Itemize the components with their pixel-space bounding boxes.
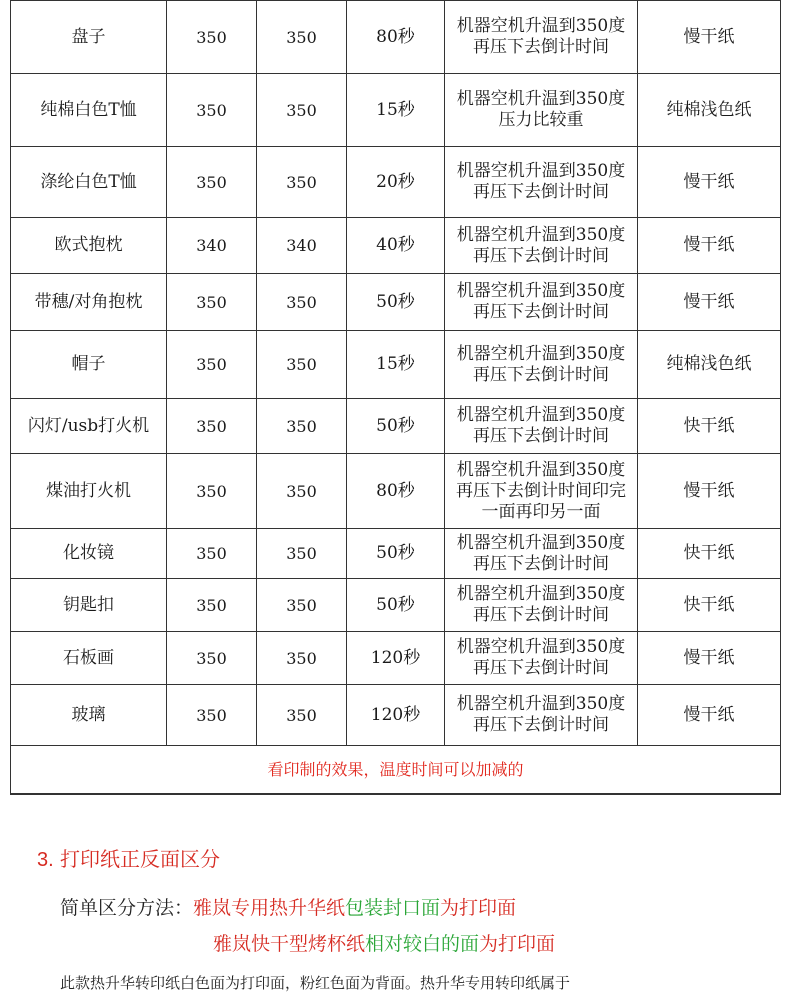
product-cell: 钥匙扣 [11,579,167,632]
table-footer-note: 看印制的效果，温度时间可以加减的 [11,746,781,794]
heat-press-parameter-table [10,0,781,795]
time-cell: 15秒 [347,74,445,147]
time-cell: 40秒 [347,218,445,274]
product-cell: 化妆镜 [11,529,167,579]
temperature-cell: 350 [167,147,257,218]
parameter-table-container [10,0,780,795]
note-line: 压力比较重 [498,110,584,130]
paper-type-cell: 快干纸 [638,529,781,579]
table-row [11,632,781,685]
temperature-cell: 350 [257,454,347,529]
method-line2-part: 相对较白的面 [365,933,480,955]
table-row [11,399,781,454]
table-row [11,685,781,746]
paper-description: 此款热升华转印纸白色面为打印面，粉红色面为背面。热升华专用转印纸属于 [60,974,571,992]
table-row [11,1,781,74]
method-line1-part: 为打印面 [440,897,517,919]
note-cell [445,74,638,147]
temperature-cell: 350 [257,632,347,685]
product-cell: 纯棉白色T恤 [11,74,167,147]
product-cell: 带穗/对角抱枕 [11,274,167,331]
paper-type-cell: 纯棉浅色纸 [638,74,781,147]
method-line-2 [213,929,555,956]
note-cell [445,579,638,632]
temperature-cell: 350 [167,399,257,454]
temperature-cell: 350 [257,74,347,147]
paper-type-cell: 快干纸 [638,579,781,632]
note-line: 再压下去倒计时间 [473,715,609,735]
product-cell: 涤纶白色T恤 [11,147,167,218]
note-cell [445,399,638,454]
temperature-cell: 340 [257,218,347,274]
temperature-cell: 350 [167,632,257,685]
note-line: 机器空机升温到350度 [456,459,626,480]
paper-type-cell: 慢干纸 [638,218,781,274]
time-cell: 50秒 [347,529,445,579]
note-line: 再压下去倒计时间 [473,658,609,678]
note-cell [445,632,638,685]
table-row [11,579,781,632]
note-cell [445,147,638,218]
note-line: 再压下去倒计时间 [473,426,609,446]
paper-type-cell: 快干纸 [638,399,781,454]
time-cell: 120秒 [347,685,445,746]
note-line: 机器空机升温到350度 [456,224,626,245]
method-line1-part: 雅岚专用热升华纸 [193,897,346,919]
time-cell: 50秒 [347,399,445,454]
time-cell: 120秒 [347,632,445,685]
temperature-cell: 350 [257,399,347,454]
product-cell: 玻璃 [11,685,167,746]
table-row [11,454,781,529]
note-line: 再压下去倒计时间 [473,37,609,57]
note-line: 机器空机升温到350度 [456,405,626,425]
method-line2-part: 为打印面 [479,933,556,955]
time-cell: 50秒 [347,274,445,331]
temperature-cell: 350 [257,1,347,74]
note-line: 机器空机升温到350度 [456,694,626,714]
time-cell: 50秒 [347,579,445,632]
temperature-cell: 350 [167,454,257,529]
note-cell [445,685,638,746]
temperature-cell: 350 [167,74,257,147]
product-cell: 帽子 [11,331,167,399]
method-line1-part: 包装封口面 [345,897,441,919]
paper-type-cell: 慢干纸 [638,147,781,218]
paper-type-cell: 慢干纸 [638,454,781,529]
note-line: 再压下去倒计时间 [473,553,609,574]
table-footer-row [11,746,781,794]
table-row [11,529,781,579]
product-cell: 石板画 [11,632,167,685]
temperature-cell: 350 [257,579,347,632]
temperature-cell: 350 [167,1,257,74]
product-cell: 煤油打火机 [11,454,167,529]
note-line: 一面再印另一面 [481,501,601,522]
table-row [11,147,781,218]
paper-type-cell: 慢干纸 [638,685,781,746]
note-line: 机器空机升温到350度 [456,343,626,364]
table-row [11,74,781,147]
note-cell [445,218,638,274]
section-heading [37,843,220,872]
paper-type-cell: 纯棉浅色纸 [638,331,781,399]
time-cell: 80秒 [347,454,445,529]
paper-type-cell: 慢干纸 [638,1,781,74]
time-cell: 80秒 [347,1,445,74]
note-line: 再压下去倒计时间印完 [456,480,626,501]
temperature-cell: 350 [167,685,257,746]
note-cell [445,1,638,74]
method-label: 简单区分方法： [60,897,194,919]
temperature-cell: 350 [257,529,347,579]
method-line2-part: 雅岚快干型烤杯纸 [213,933,366,955]
table-body [11,1,781,794]
temperature-cell: 350 [167,331,257,399]
note-line: 机器空机升温到350度 [456,16,626,36]
note-line: 机器空机升温到350度 [456,281,626,301]
temperature-cell: 340 [167,218,257,274]
note-line: 再压下去倒计时间 [473,364,609,385]
product-cell: 盘子 [11,1,167,74]
note-line: 机器空机升温到350度 [456,584,626,604]
temperature-cell: 350 [257,685,347,746]
table-row [11,274,781,331]
note-cell [445,331,638,399]
note-cell [445,529,638,579]
method-line-1 [60,893,516,920]
note-line: 机器空机升温到350度 [456,89,626,109]
temperature-cell: 350 [257,274,347,331]
product-cell: 闪灯/usb打火机 [11,399,167,454]
temperature-cell: 350 [167,274,257,331]
temperature-cell: 350 [167,579,257,632]
temperature-cell: 350 [167,529,257,579]
paper-type-cell: 慢干纸 [638,632,781,685]
note-cell [445,274,638,331]
note-line: 再压下去倒计时间 [473,245,609,266]
note-line: 机器空机升温到350度 [456,637,626,657]
temperature-cell: 350 [257,147,347,218]
note-cell [445,454,638,529]
section-title: 打印纸正反面区分 [60,847,221,871]
note-line: 再压下去倒计时间 [473,302,609,322]
paper-type-cell: 慢干纸 [638,274,781,331]
table-row [11,218,781,274]
note-line: 再压下去倒计时间 [473,605,609,625]
time-cell: 20秒 [347,147,445,218]
product-cell: 欧式抱枕 [11,218,167,274]
temperature-cell: 350 [257,331,347,399]
note-line: 再压下去倒计时间 [473,182,609,202]
table-row [11,331,781,399]
time-cell: 15秒 [347,331,445,399]
note-line: 机器空机升温到350度 [456,161,626,181]
section-number: 3. [37,849,54,871]
note-line: 机器空机升温到350度 [456,532,626,553]
